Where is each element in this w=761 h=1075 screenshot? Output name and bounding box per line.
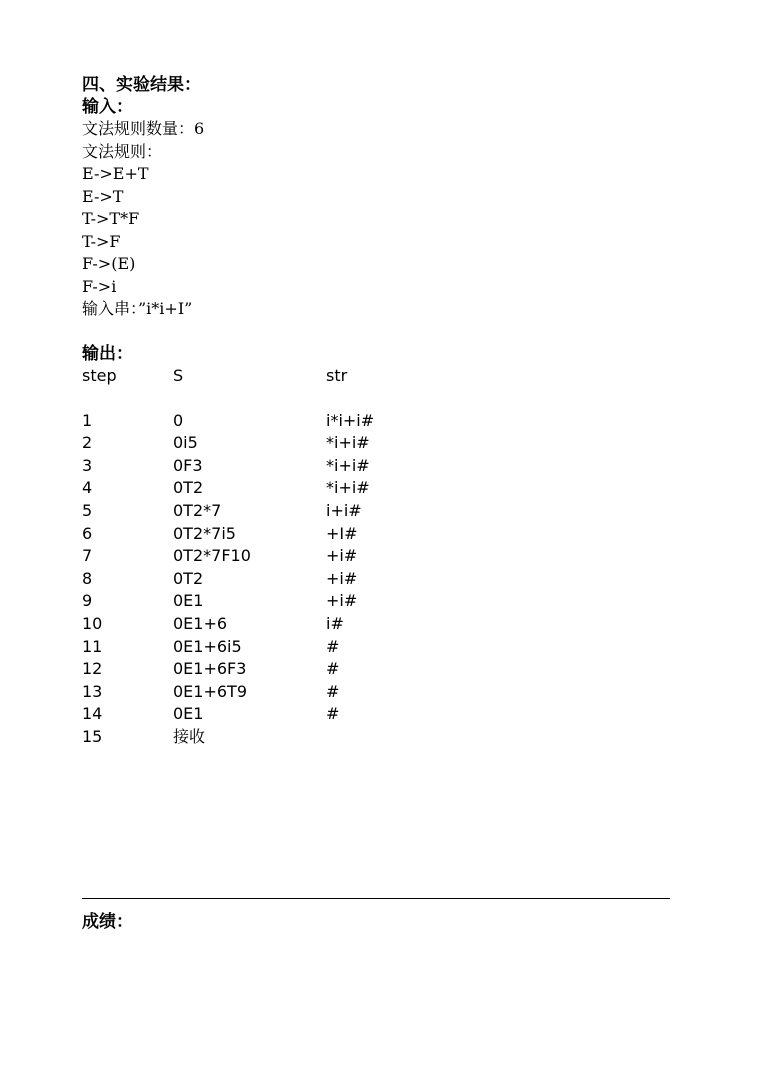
grade-label: 成绩：: [82, 912, 133, 932]
table-row: [82, 658, 374, 681]
cell-step: 1: [82, 410, 93, 430]
cell-s: 0: [173, 410, 184, 430]
cell-s: 0E1+6: [173, 614, 228, 634]
cell-s: 0E1: [173, 591, 204, 611]
rules-heading: 文法规则：: [82, 141, 163, 161]
cell-s: 0F3: [173, 455, 203, 475]
cell-step: 8: [82, 568, 93, 588]
cell-str: *i+i#: [326, 433, 370, 453]
table-row: [82, 523, 374, 546]
table-row: [82, 681, 374, 704]
header-str: str: [326, 365, 348, 385]
document-body: [82, 74, 682, 749]
cell-str: *i+i#: [326, 455, 370, 475]
grammar-rule: T->T*F: [82, 209, 140, 228]
cell-s: 0T2: [173, 478, 204, 498]
output-heading: 输出：: [82, 343, 133, 364]
cell-str: +i#: [326, 568, 358, 588]
cell-str: [326, 726, 374, 749]
cell-str: *i+i#: [326, 478, 370, 498]
grammar-rule: F->i: [82, 276, 117, 296]
cell-str: i*i+i#: [326, 410, 375, 430]
cell-step: 3: [82, 455, 93, 475]
grammar-rule: T->F: [82, 231, 121, 251]
cell-s: 0T2*7: [173, 501, 222, 521]
grammar-rule: E->E+T: [82, 164, 149, 183]
table-row: [82, 545, 374, 568]
horizontal-divider: [82, 898, 670, 899]
cell-step: 9: [82, 591, 93, 611]
input-heading: 输入：: [82, 97, 133, 117]
table-row: [82, 500, 374, 523]
cell-str: #: [326, 636, 340, 656]
cell-step: 2: [82, 433, 93, 453]
table-row: [82, 636, 374, 659]
grammar-rule: E->T: [82, 186, 124, 206]
cell-step: 11: [82, 636, 103, 656]
cell-str: +i#: [326, 591, 358, 611]
cell-step: 13: [82, 681, 103, 701]
cell-step: 10: [82, 614, 103, 634]
table-header-row: [82, 365, 374, 388]
table-row: [82, 568, 374, 591]
table-row: [82, 432, 374, 455]
cell-step: 6: [82, 523, 93, 543]
cell-step: 5: [82, 501, 93, 521]
cell-str: #: [326, 659, 340, 679]
cell-str: i#: [326, 614, 344, 634]
input-string-line: 输入串：”i*i+I”: [82, 299, 193, 318]
cell-s: 0E1+6T9: [173, 681, 248, 701]
cell-s: 0T2*7F10: [173, 546, 251, 566]
table-row: [82, 410, 374, 433]
header-s: S: [173, 365, 184, 385]
cell-s: 0E1: [173, 704, 204, 724]
cell-s: 0i5: [173, 433, 198, 453]
rule-count-line: 文法规则数量：6: [82, 119, 205, 138]
table-row: [82, 726, 374, 749]
table-row: [82, 613, 374, 636]
header-step: step: [82, 365, 117, 385]
cell-step: 12: [82, 659, 103, 679]
table-row: [82, 455, 374, 478]
table-row: [82, 590, 374, 613]
cell-step: 4: [82, 478, 93, 498]
cell-str: +I#: [326, 523, 358, 543]
cell-str: #: [326, 704, 340, 724]
table-row: [82, 703, 374, 726]
parse-trace-table: [82, 365, 374, 749]
cell-s: 0T2: [173, 568, 204, 588]
cell-step: 15: [82, 727, 103, 746]
table-spacer-row: [82, 387, 374, 410]
cell-step: 7: [82, 546, 93, 566]
cell-str: #: [326, 681, 340, 701]
cell-s: 0E1+6i5: [173, 636, 242, 656]
table-row: [82, 477, 374, 500]
cell-s: 接收: [173, 727, 206, 746]
cell-s: 0T2*7i5: [173, 523, 236, 543]
cell-str: +i#: [326, 546, 358, 566]
cell-s: 0E1+6F3: [173, 659, 247, 679]
cell-step: 14: [82, 704, 103, 724]
section-title: 四、实验结果：: [82, 75, 201, 95]
grammar-rule: F->(E): [82, 254, 136, 273]
cell-str: i+i#: [326, 501, 362, 521]
